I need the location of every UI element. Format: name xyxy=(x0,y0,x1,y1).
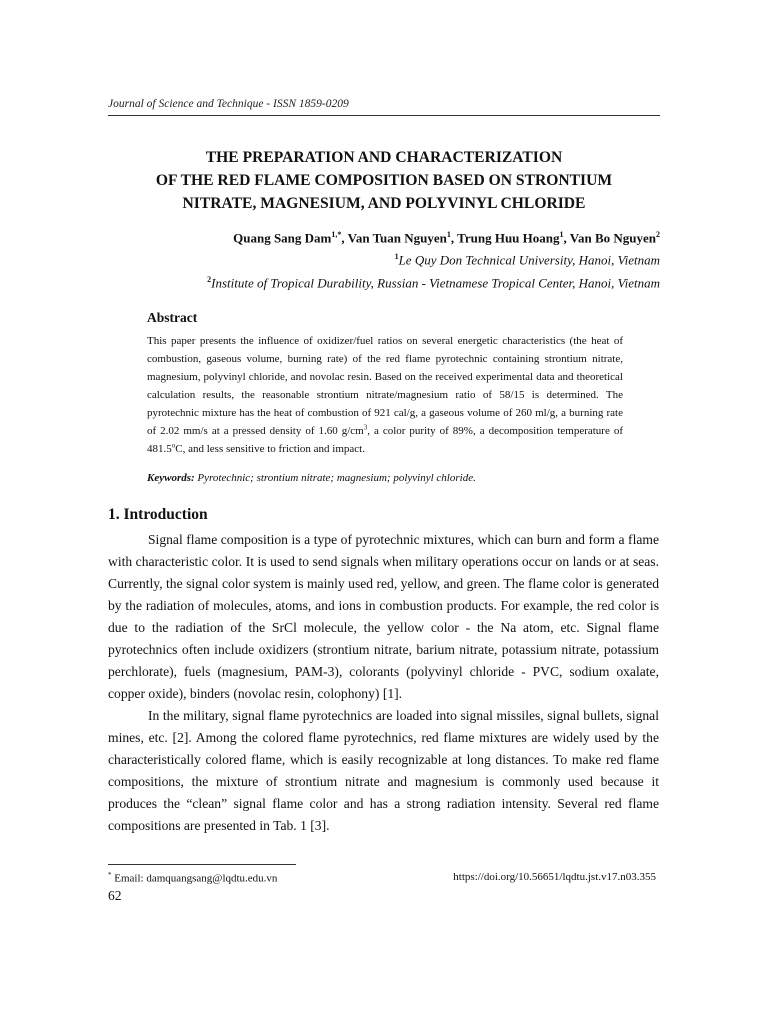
introduction-heading: 1. Introduction xyxy=(108,506,208,523)
footnote-email-text: Email: damquangsang@lqdtu.edu.vn xyxy=(111,872,278,885)
doi-link[interactable]: https://doi.org/10.56651/lqdtu.jst.v17.n03.355 xyxy=(453,871,656,883)
author-2: Van Tuan Nguyen xyxy=(347,230,447,246)
paper-title xyxy=(108,146,660,215)
author-2-affiliation-mark: 1 xyxy=(446,230,451,239)
abstract-text-part-3: C, and less sensitive to friction and impact. xyxy=(175,443,365,455)
abstract-superscript-3: 3 xyxy=(363,423,368,432)
header-rule xyxy=(108,115,660,116)
author-4: Van Bo Nguyen xyxy=(569,230,656,246)
abstract-heading: Abstract xyxy=(147,310,198,325)
footnote-mark: * xyxy=(108,871,112,879)
affiliation-1 xyxy=(395,252,660,268)
affiliation-1-mark: 1 xyxy=(394,252,399,261)
title-line-2: OF THE RED FLAME COMPOSITION BASED ON STRONTIUM xyxy=(155,172,613,189)
affiliation-2-mark: 2 xyxy=(207,275,212,284)
affiliation-2-text: Institute of Tropical Durability, Russian - Vietnamese Tropical Center, Hanoi, Vietnam xyxy=(211,275,660,291)
footnote-email xyxy=(108,871,277,885)
abstract-degree-mark: o xyxy=(171,441,176,450)
journal-header: Journal of Science and Technique - ISSN 1859-0209 xyxy=(108,98,349,110)
abstract-text xyxy=(147,332,623,458)
keywords-text: Pyrotechnic; strontium nitrate; magnesium; polyvinyl chloride. xyxy=(194,472,476,484)
author-list xyxy=(233,230,660,246)
keywords-label: Keywords: xyxy=(147,472,195,484)
keywords xyxy=(147,472,623,484)
introduction-body xyxy=(108,529,659,837)
author-separator: , xyxy=(563,230,570,246)
affiliation-2 xyxy=(207,275,660,291)
author-1: Quang Sang Dam xyxy=(233,230,332,246)
footnote-rule xyxy=(108,864,296,865)
abstract-text-part-1: This paper presents the influence of oxidizer/fuel ratios on several energetic characteristics (the heat of combustion, gaseous volume, burning rate) of the red flame pyrotechnic containing strontium nitrate, magnesium, polyvinyl chloride, and novolac resin. Based on the received experimental data and theoretical calculation results, the reasonable strontium nitrate/magnesium ratio of 58/15 is determined. The pyrotechnic mixture has the heat of combustion of 921 cal/g, a gaseous volume of 260 ml/g, a burning rate of 2.02 mm/s at a pressed density of 1.60 g/cm xyxy=(147,335,623,437)
author-1-affiliation-mark: 1,* xyxy=(331,230,342,239)
author-separator: , xyxy=(450,230,458,246)
page-number: 62 xyxy=(108,888,122,903)
author-4-affiliation-mark: 2 xyxy=(656,230,660,239)
introduction-paragraph-1: Signal flame composition is a type of pyrotechnic mixtures, which can burn and form a flame with characteristic color. It is used to send signals when military operations occur on lands or at seas. Currently, the signal color system is mainly used red, yellow, and green. The flame color is generated by the radiation of molecules, atoms, and ions in combustion products. For example, the red color is due to the radiation of the SrCl molecule, the yellow color - the Na atom, etc. Signal flame pyrotechnics often include oxidizers (strontium nitrate, barium nitrate, potassium nitrate, potassium perchlorate), fuels (magnesium, PAM-3), colorants (polyvinyl chloride - PVC, sodium oxalate, copper oxide), binders (novolac resin, colophony) [1]. xyxy=(108,532,659,701)
affiliation-1-text: Le Quy Don Technical University, Hanoi, Vietnam xyxy=(398,252,660,268)
abstract-text-part-2: , a color purity of 89%, a decomposition temperature of 481.5 xyxy=(147,425,623,455)
author-3-affiliation-mark: 1 xyxy=(559,230,564,239)
introduction-paragraph-2: In the military, signal flame pyrotechnics are loaded into signal missiles, signal bullets, signal mines, etc. [2]. Among the colored flame pyrotechnics, red flame mixtures are widely used by the characteristically colored flame, which is easily recognizable at long distances. To make red flame compositions, the mixture of strontium nitrate and magnesium is commonly used because it produces the “clean” signal flame color and has a strong radiation intensity. Several red flame compositions are presented in Tab. 1 [3]. xyxy=(108,708,659,833)
author-separator: , xyxy=(341,230,348,246)
title-line-3: NITRATE, MAGNESIUM, AND POLYVINYL CHLORIDE xyxy=(182,195,586,212)
title-line-1: THE PREPARATION AND CHARACTERIZATION xyxy=(205,149,563,166)
author-3: Trung Huu Hoang xyxy=(457,230,560,246)
